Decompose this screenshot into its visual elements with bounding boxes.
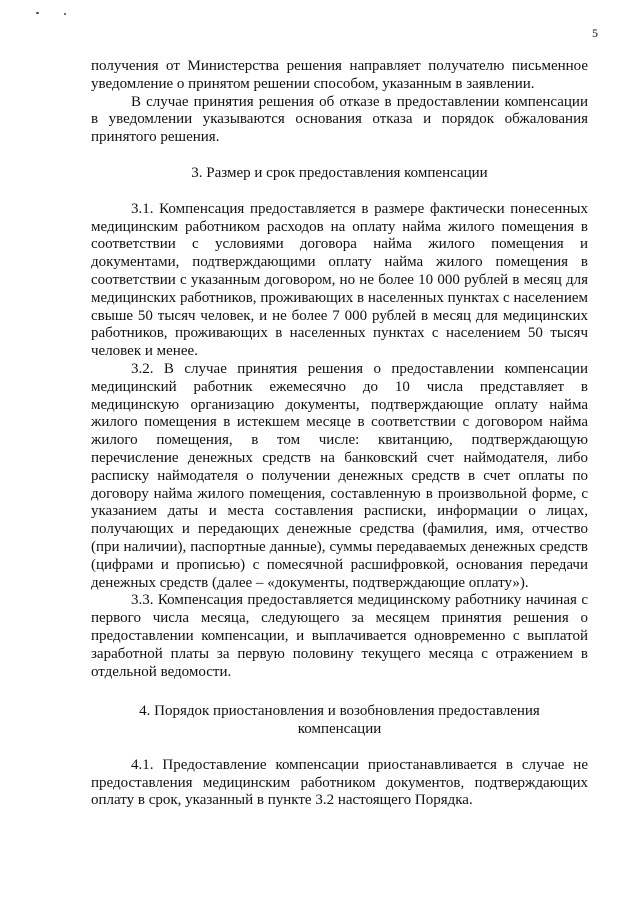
section-3-heading: 3. Размер и срок предоставления компенсации: [191, 164, 488, 181]
document-body: [91, 58, 588, 810]
section-4-heading-line-2: компенсации: [297, 721, 382, 738]
section-4-heading-line-1: 4. Порядок приостановления и возобновления предоставления: [139, 703, 540, 720]
paragraph-continuation: получения от Министерства решения направляет получателю письменное уведомление о принятом решении способом, указанным в заявлении.: [91, 58, 588, 92]
page-number: 5: [592, 26, 598, 40]
scan-mark: [36, 12, 39, 14]
scan-mark: [64, 13, 66, 15]
paragraph-3-1: 3.1. Компенсация предоставляется в размере фактически понесенных медицинским работником расходов на оплату найма жилого помещения в соответствии с условиями договора найма жилого помещения и документами, подтверждающими оплату найма жилого помещения в соответствии с указанным договором, но не более 10 000 рублей в месяц для медицинских работников, проживающих в населенных пунктах с населением свыше 50 тысяч человек, и не более 7 000 рублей в месяц для медицинских работников, проживающих в населенных пунктах с населением 50 тысяч человек и менее.: [91, 200, 588, 360]
paragraph-3-3: 3.3. Компенсация предоставляется медицинскому работнику начиная с первого числа месяца, следующего за месяцем принятия решения о предоставлении компенсации, и выплачивается одновременно с выплатой заработной платы за первую половину текущего месяца с отражением в отдельной ведомости.: [91, 592, 588, 680]
paragraph-3-2: 3.2. В случае принятия решения о предоставлении компенсации медицинский работник ежемесячно до 10 числа представляет в медицинскую организацию документы, подтверждающие оплату найма жилого помещения в истекшем месяце в соответствии с договором найма жилого помещения, в том числе: квитанцию, подтверждающую перечисление денежных средств на банковский счет наймодателя, либо расписку наймодателя о получении денежных средств в счет оплаты по договору найма жилого помещения, составленную в произвольной форме, с указанием даты и места составления расписки, информации о лицах, получающих и передающих денежные средства (фамилия, имя, отчество (при наличии), паспортные данные), суммы передаваемых денежных средств (цифрами и прописью) с помесячной расшифровкой, основания передачи денежных средств (далее – «документы, подтверждающие оплату»).: [91, 360, 588, 591]
paragraph-4-1: 4.1. Предоставление компенсации приостанавливается в случае не предоставления медицинским работником документов, подтверждающих оплату в срок, указанный в пункте 3.2 настоящего Порядка.: [91, 756, 588, 809]
paragraph-refusal: В случае принятия решения об отказе в предоставлении компенсации в уведомлении указываются основания отказа и порядок обжалования принятого решения.: [91, 93, 588, 146]
